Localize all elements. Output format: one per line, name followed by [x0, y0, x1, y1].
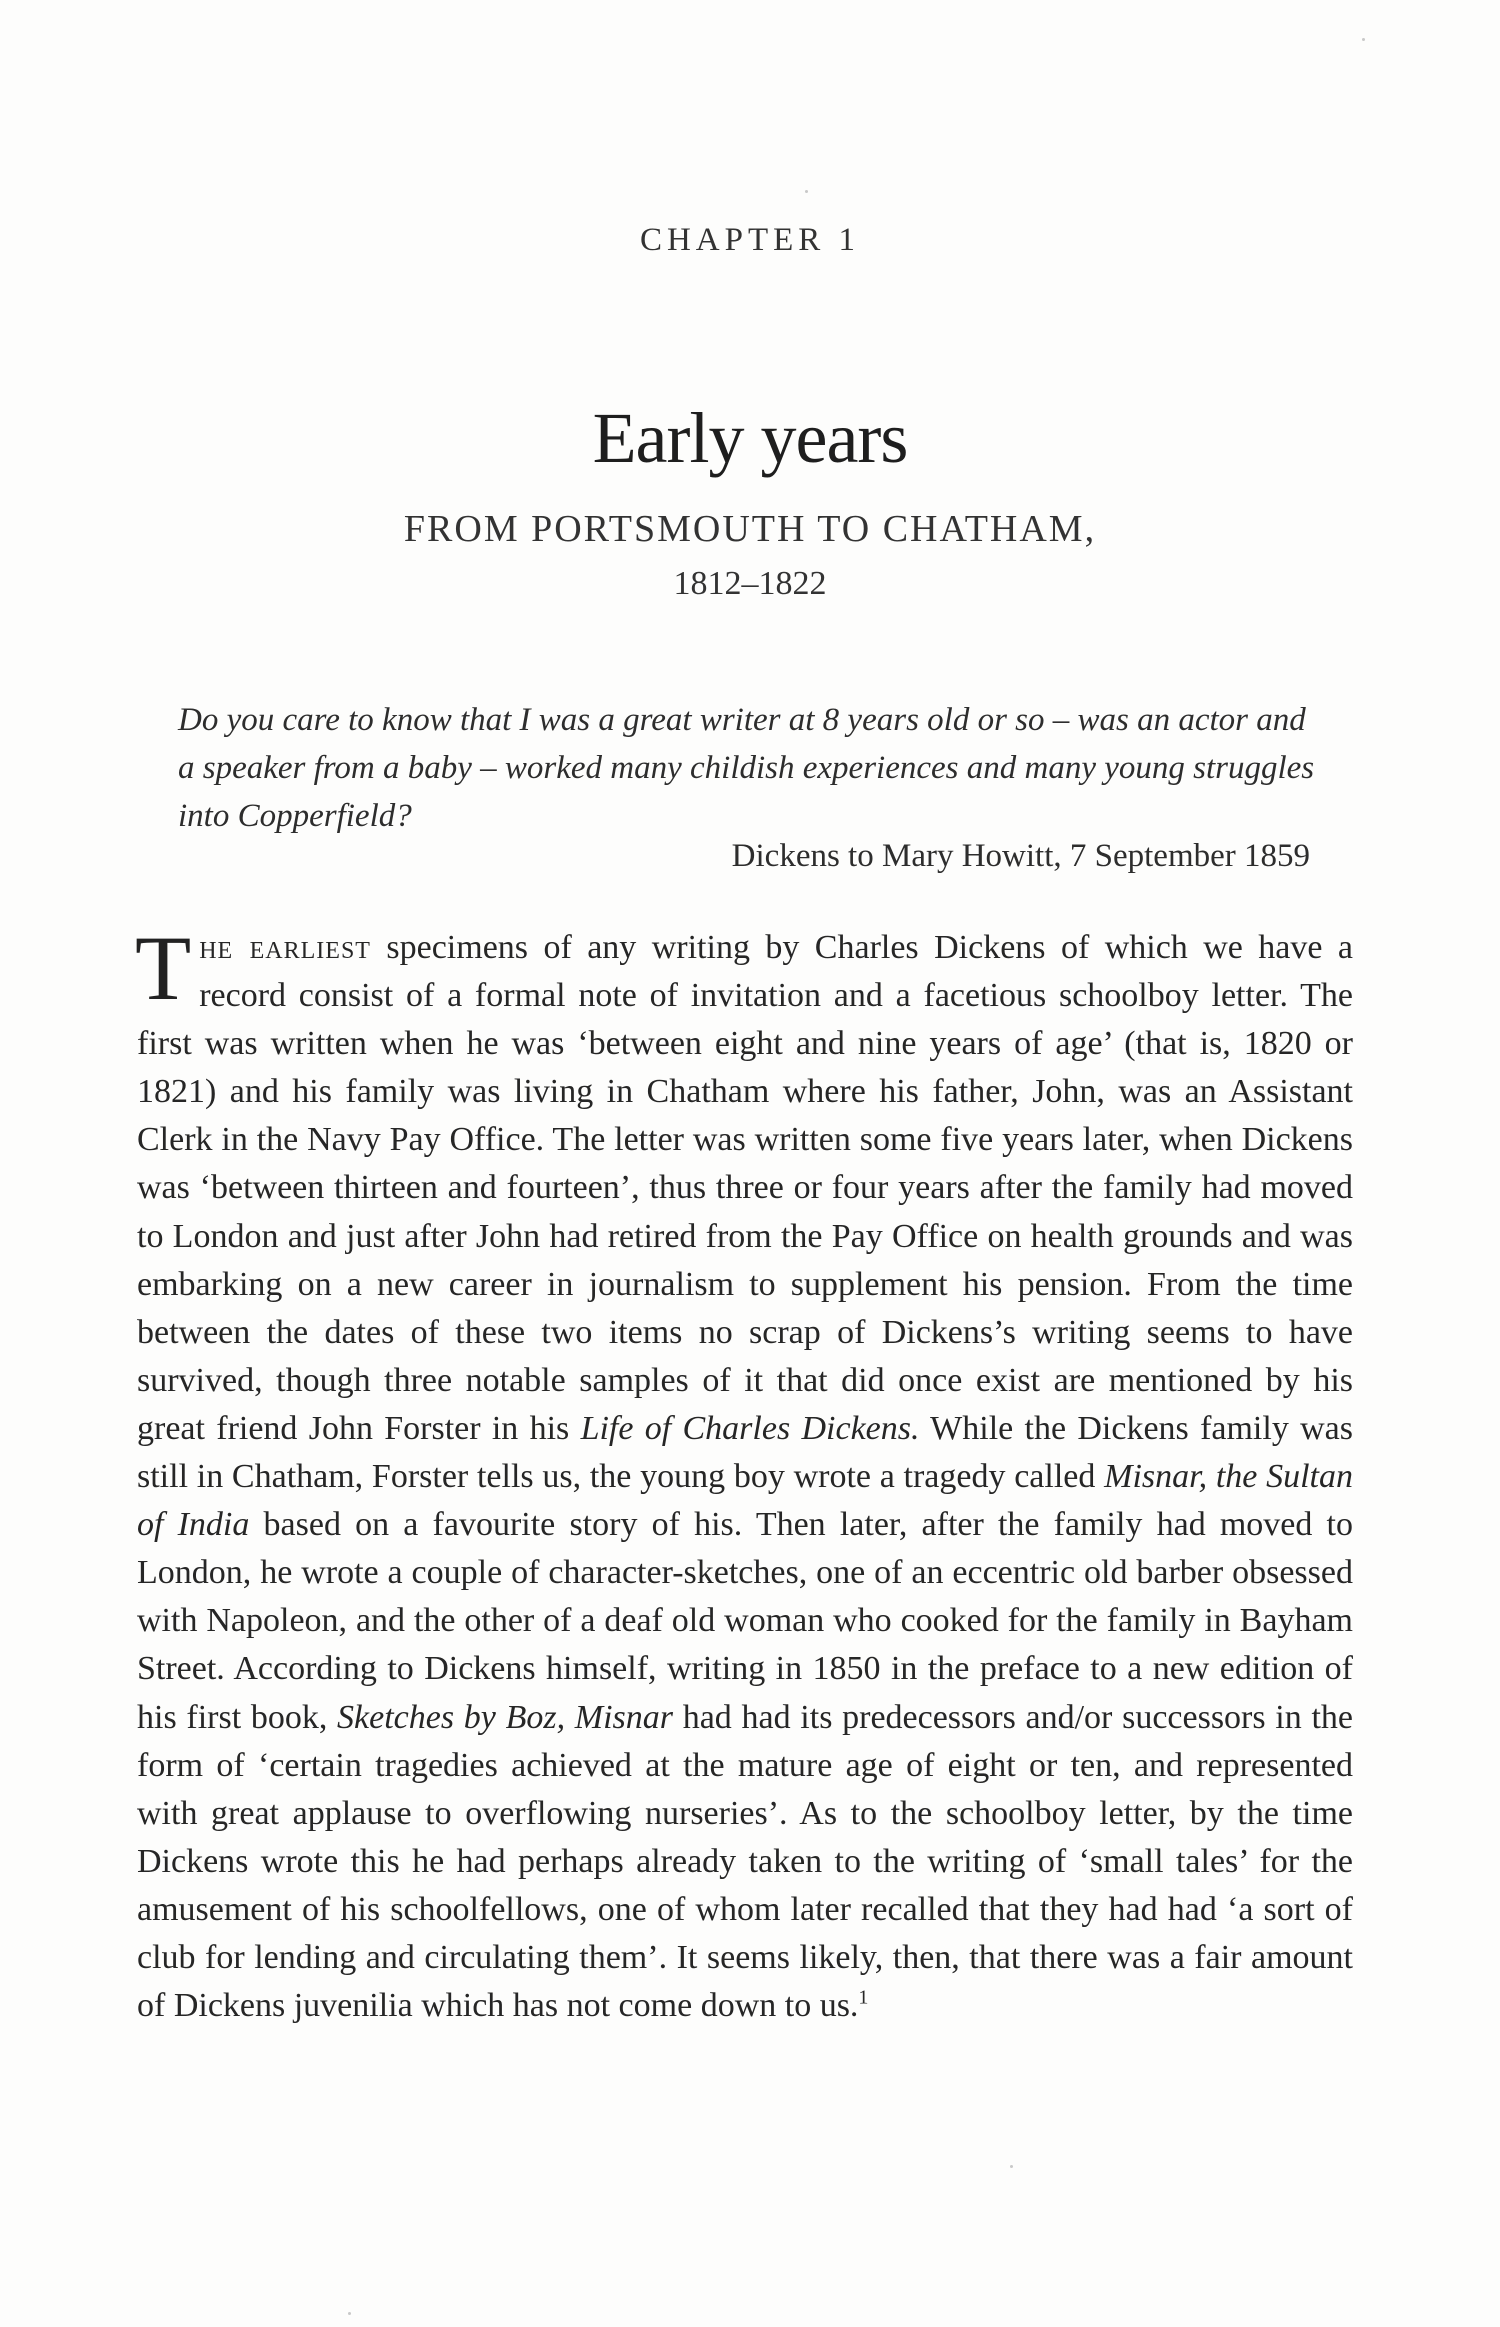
- book-title-life-of-dickens: Life of Charles Dickens.: [580, 1409, 920, 1447]
- chapter-dates: 1812–1822: [673, 565, 827, 602]
- drop-cap: T: [135, 917, 192, 1019]
- body-paragraph: [135, 917, 1354, 2030]
- book-title-misnar: Misnar, the Sultan of India: [137, 1458, 1353, 1544]
- epigraph-quote: Do you care to know that I was a great writer at 8 years old or so – was an actor and a speaker from a baby – worked many childish experiences and many young struggles into Copperfield?: [178, 702, 1315, 834]
- epigraph-attribution: Dickens to Mary Howitt, 7 September 1859: [731, 838, 1310, 874]
- body-text-part-4: had had its predecessors and/or successors in the form of ‘certain tragedies achieved at the mature age of eight or ten, and represented with great applause to overflowing nurseries’. As to the schoolboy letter, by the time Dickens wrote this he had perhaps already taken to the writing of ‘small tales’ for the amusement of his schoolfellows, one of whom later recalled that they had had ‘a sort of club for lending and circulating them’. It seems likely, then, that there was a fair amount of Dickens juvenilia which has not come down to us.: [137, 1698, 1353, 2025]
- footnote-reference: 1: [858, 1986, 869, 2009]
- body-text-part-1: specimens of any writing by Charles Dickens of which we have a record consist of a formal note of invitation and a facetious schoolboy letter. The first was written when he was ‘between eight and nine years of age’ (that is, 1820 or 1821) and his family was living in Chatham where his father, John, was an Assistant Clerk in the Navy Pay Office. The letter was written some five years later, when Dickens was ‘between thirteen and fourteen’, thus three or four years after the family had moved to London and just after John had retired from the Pay Office on health grounds and was embarking on a new career in journalism to supplement his pension. From the time between the dates of these two items no scrap of Dickens’s writing seems to have survived, though three notable samples of it that did once exist are mentioned by his great friend John Forster in his: [137, 929, 1354, 1447]
- scan-speck: [348, 2312, 351, 2315]
- lead-in-smallcaps: he earliest: [199, 929, 371, 966]
- body-text-part-2: While the Dickens family was still in Chatham, Forster tells us, the young boy wrote a tragedy called: [137, 1409, 1353, 1496]
- scan-speck: [1362, 38, 1365, 41]
- chapter-subtitle: FROM PORTSMOUTH TO CHATHAM,: [403, 508, 1097, 550]
- chapter-label: CHAPTER 1: [639, 222, 861, 258]
- scan-speck: [805, 190, 808, 193]
- chapter-title: Early years: [592, 398, 908, 478]
- body-text-part-3: based on a favourite story of his. Then later, after the family had moved to London, he wrote a couple of character-sketches, one of an eccentric old barber obsessed with Napoleon, and the other of a deaf old woman who cooked for the family in Bayham Street. According to Dickens himself, writing in 1850 in the preface to a new edition of his first book,: [137, 1506, 1354, 1736]
- book-title-sketches-by-boz: Sketches by Boz, Misnar: [337, 1698, 674, 1736]
- scan-speck: [1010, 2165, 1013, 2168]
